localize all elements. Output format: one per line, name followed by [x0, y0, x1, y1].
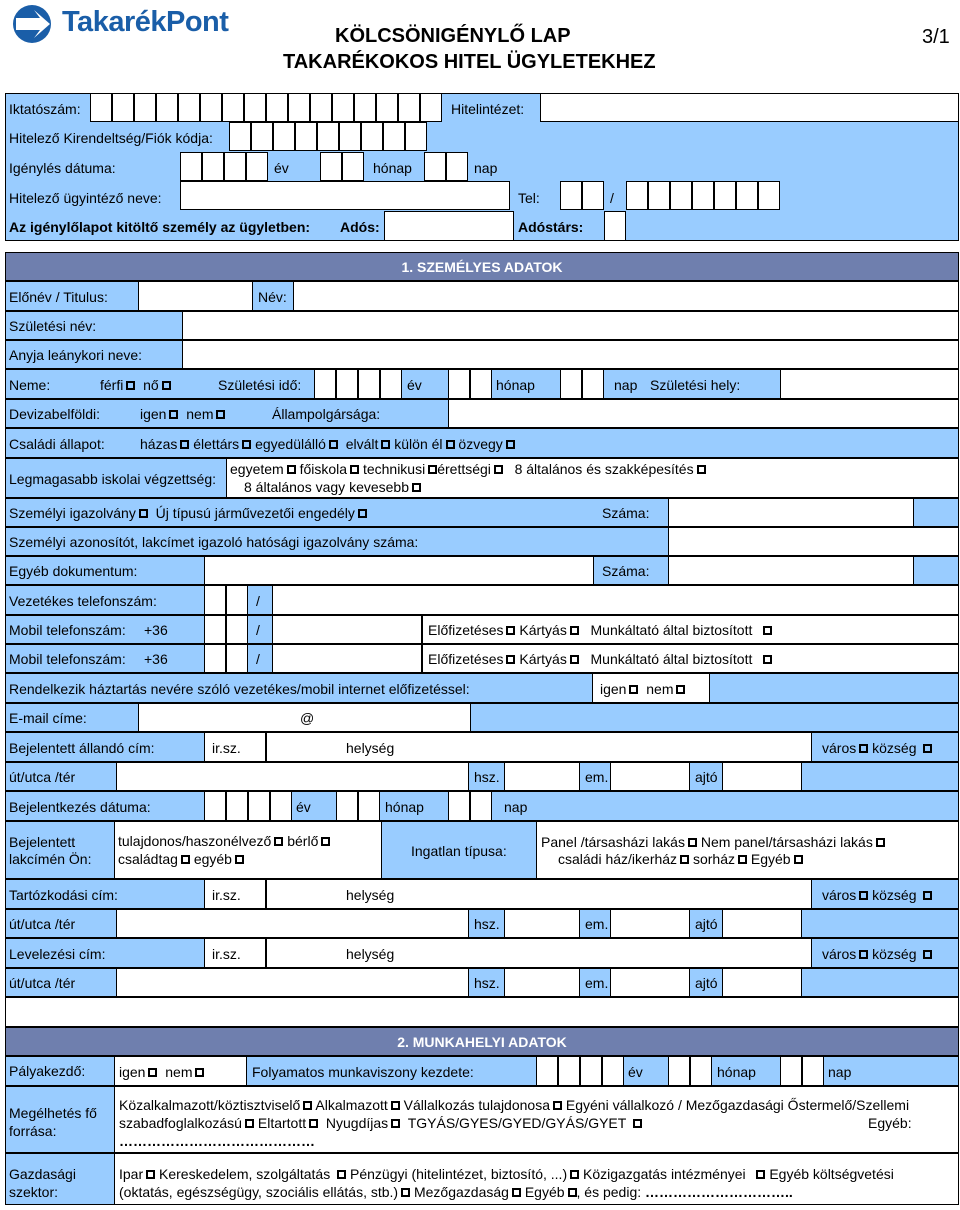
- megelhetes-label-2: forrása:: [9, 1123, 57, 1139]
- allampolgarsag-field[interactable]: [448, 399, 959, 428]
- palyakezdo-igen-checkbox[interactable]: [148, 1068, 157, 1077]
- mobil1-szam-field[interactable]: [272, 615, 422, 644]
- levelezesi-ajto-field[interactable]: [722, 968, 802, 997]
- nev-label: Név:: [258, 289, 287, 305]
- devizabelfoldi-label: Devizabelföldi:: [9, 406, 101, 422]
- ferfi-checkbox[interactable]: [126, 381, 135, 390]
- no-label: nő: [143, 377, 159, 393]
- ugyintezo-label: Hitelező ügyintéző neve:: [9, 190, 162, 206]
- section-2-title: 2. MUNKAHELYI ADATOK: [397, 1034, 567, 1050]
- folyamatos-label: Folyamatos munkaviszony kezdete:: [252, 1064, 474, 1080]
- internet-igen-checkbox[interactable]: [629, 685, 638, 694]
- levelezesi-hsz-label: hsz.: [474, 975, 500, 991]
- tartozkodasi-kozseg-label: község: [872, 887, 917, 903]
- alkalmazott-label: Alkalmazott: [315, 1097, 388, 1113]
- kulon-el-checkbox[interactable]: [446, 440, 455, 449]
- lakcimen-egyeb-label: egyéb: [193, 851, 232, 867]
- mezogazdasag-label: Mezőgazdaság: [413, 1184, 509, 1200]
- elvalt-label: elvált: [345, 436, 379, 452]
- palyakezdo-nem-label: nem: [165, 1064, 193, 1080]
- bejelentkezes-label: Bejelentkezés dátuma:: [9, 799, 151, 815]
- nyolc-keves-label: 8 általános vagy kevesebb: [244, 479, 409, 495]
- hazas-label: házas: [140, 436, 178, 452]
- mobil2-prefix: +36: [144, 651, 168, 667]
- levelezesi-label: Levelezési cím:: [9, 946, 106, 962]
- vallalkozas-checkbox[interactable]: [553, 1101, 562, 1110]
- levelezesi-hsz-field[interactable]: [504, 968, 580, 997]
- szem-ig-szama-field[interactable]: [668, 498, 914, 527]
- mobil1-label: Mobil telefonszám:: [9, 622, 126, 638]
- folyamatos-nap-label: nap: [828, 1064, 852, 1080]
- folyamatos-honap-label: hónap: [717, 1064, 756, 1080]
- megelhetes-line2: [119, 1115, 642, 1131]
- szul-honap-label: hónap: [496, 377, 535, 393]
- egyeb-dok-szama-field[interactable]: [668, 556, 914, 585]
- technikusi-checkbox[interactable]: [428, 465, 437, 474]
- form-title-line1: KÖLCSÖNIGÉNYLŐ LAP: [335, 25, 571, 47]
- gazdasagi-label-1: Gazdasági: [9, 1166, 76, 1182]
- foiskola-checkbox[interactable]: [350, 465, 359, 474]
- penzugyi-label: Pénzügyi (hitelintézet, biztosító, ...): [350, 1166, 568, 1182]
- hitelintezet-field[interactable]: [540, 93, 959, 122]
- allando-irsz-label: ir.sz.: [212, 740, 241, 756]
- ugyintezo-field[interactable]: [180, 181, 510, 210]
- allando-em-field[interactable]: [610, 762, 690, 791]
- adostars-field[interactable]: [604, 211, 626, 241]
- kereskedelem-checkbox[interactable]: [337, 1170, 346, 1179]
- kereskedelem-label: Kereskedelem, szolgáltatás: [159, 1166, 331, 1182]
- tel-slash: /: [610, 190, 614, 206]
- tartozkodasi-ajto-field[interactable]: [722, 909, 802, 938]
- tartozkodasi-utca-field[interactable]: [116, 909, 469, 938]
- deviza-nem-checkbox[interactable]: [216, 410, 225, 419]
- egyeb-dok-field[interactable]: [204, 556, 594, 585]
- erettsegi-checkbox[interactable]: [494, 465, 503, 474]
- igenyles-datuma-label: Igénylés dátuma:: [9, 160, 116, 176]
- palyakezdo-igen-label: igen: [119, 1064, 146, 1080]
- allando-hsz-field[interactable]: [504, 762, 580, 791]
- vallalkozas-label: Vállalkozás tulajdonosa: [403, 1097, 550, 1113]
- levelezesi-kozseg-label: község: [872, 946, 917, 962]
- folyamatos-ev-label: év: [628, 1064, 643, 1080]
- levelezesi-utca-label: út/utca /tér: [9, 975, 76, 991]
- szul-ev-label: év: [407, 377, 422, 393]
- levelezesi-varos-label: város: [822, 946, 857, 962]
- levelezesi-utca-field[interactable]: [116, 968, 469, 997]
- erettsegi-label: érettségi: [437, 461, 491, 477]
- tgyas-label: TGYÁS/GYES/GYED/GYÁS/GYET: [407, 1115, 627, 1131]
- ingatlan-egyeb-checkbox[interactable]: [794, 855, 803, 864]
- logo-globe-icon: [10, 4, 56, 44]
- nyolc-keves-checkbox[interactable]: [412, 483, 421, 492]
- tartozkodasi-tipus-options: [822, 887, 932, 903]
- section-1-header: [5, 252, 959, 281]
- iskolai-options-line2: [244, 479, 421, 495]
- mobil2-munkaltato-checkbox[interactable]: [763, 655, 772, 664]
- email-label: E-mail címe:: [9, 710, 87, 726]
- egyetem-checkbox[interactable]: [287, 465, 296, 474]
- iskolai-label: Legmagasabb iskolai végzettség:: [9, 471, 217, 487]
- technikusi-label: technikusi: [362, 461, 426, 477]
- mezogazdasag-checkbox[interactable]: [512, 1188, 521, 1197]
- elonev-label: Előnév / Titulus:: [9, 289, 108, 305]
- tgyas-checkbox[interactable]: [633, 1119, 642, 1128]
- allando-utca-field[interactable]: [116, 762, 469, 791]
- allando-varos-label: város: [822, 740, 857, 756]
- uj-jogsi-label: Új típusú járművezetői engedély: [155, 505, 355, 521]
- elvalt-checkbox[interactable]: [381, 440, 390, 449]
- egyeb-dok-label: Egyéb dokumentum:: [9, 563, 138, 579]
- form-title-line2: TAKARÉKOKOS HITEL ÜGYLETEKHEZ: [283, 51, 656, 73]
- nem-panel-checkbox[interactable]: [876, 838, 885, 847]
- alkalmazott-checkbox[interactable]: [391, 1101, 400, 1110]
- lakcimen-label-2: lakcímén Ön:: [9, 851, 92, 867]
- csaladi-haz-checkbox[interactable]: [680, 855, 689, 864]
- mobil2-szam-field[interactable]: [272, 644, 422, 673]
- tel-label: Tel:: [518, 190, 540, 206]
- levelezesi-irsz-label: ir.sz.: [212, 946, 241, 962]
- tartozkodasi-kozseg-checkbox[interactable]: [923, 891, 932, 900]
- sorhaz-checkbox[interactable]: [738, 855, 747, 864]
- lakcim-ig-label: Személyi azonosítót, lakcímet igazoló hatósági igazolvány száma:: [9, 534, 419, 550]
- egyeni-vallalkozo-label: Egyéni vállalkozó / Mezőgazdasági Őstermelő/Szellemi: [565, 1097, 910, 1113]
- email-at: @: [300, 710, 315, 726]
- levelezesi-tipus-options: [822, 946, 932, 962]
- csaladtag-checkbox[interactable]: [181, 855, 190, 864]
- allando-helyseg-label: helység: [346, 740, 395, 756]
- szul-nap-label: nap: [614, 377, 638, 393]
- levelezesi-varos-checkbox[interactable]: [859, 950, 868, 959]
- tartozkodasi-label: Tartózkodási cím:: [9, 887, 118, 903]
- mobil2-label: Mobil telefonszám:: [9, 651, 126, 667]
- section-2-header: [5, 1027, 959, 1056]
- no-checkbox[interactable]: [162, 381, 171, 390]
- ipar-checkbox[interactable]: [146, 1170, 155, 1179]
- gazdasagi-line2: [119, 1184, 793, 1200]
- levelezesi-em-field[interactable]: [610, 968, 690, 997]
- neme-label: Neme:: [9, 377, 51, 393]
- tartozkodasi-varos-label: város: [822, 887, 857, 903]
- panel-checkbox[interactable]: [688, 838, 697, 847]
- egyedulallo-checkbox[interactable]: [329, 440, 338, 449]
- szem-ig-options: [9, 505, 367, 521]
- ferfi-label: férfi: [100, 377, 124, 393]
- hitelintezet-label: Hitelintézet:: [451, 101, 525, 117]
- gazdasagi-line1: [119, 1166, 894, 1182]
- csaladtag-label: családtag: [118, 851, 178, 867]
- logo-text: TakarékPont: [62, 6, 229, 38]
- nyugdijas-checkbox[interactable]: [391, 1119, 400, 1128]
- elettars-checkbox[interactable]: [242, 440, 251, 449]
- lakcimen-options-line2: [118, 851, 244, 867]
- bejelentkezes-ev-label: év: [296, 799, 311, 815]
- kozigazgatas-checkbox[interactable]: [756, 1170, 765, 1179]
- oktatas-label: (oktatás, egészségügy, szociális ellátás, stb.): [119, 1184, 399, 1200]
- adostars-label: Adóstárs:: [518, 219, 584, 235]
- nev-field[interactable]: [293, 281, 959, 311]
- anyja-field[interactable]: [182, 340, 959, 369]
- foiskola-label: főiskola: [299, 461, 348, 477]
- kulon-el-label: külön él: [394, 436, 443, 452]
- nem-panel-label: Nem panel/társasházi lakás: [700, 834, 873, 850]
- deviza-igen-label: igen: [140, 406, 167, 422]
- devizabelfoldi-options: [140, 406, 225, 422]
- honap-label: hónap: [373, 160, 412, 176]
- penzugyi-checkbox[interactable]: [570, 1170, 579, 1179]
- szem-ig-label: Személyi igazolvány: [9, 505, 136, 521]
- megelhetes-label-1: Megélhetés fő: [9, 1105, 97, 1121]
- ingatlan-options-line2: [558, 851, 803, 867]
- megelhetes-egyeb-label: Egyéb:: [868, 1115, 912, 1131]
- levelezesi-em-label: em.: [585, 975, 609, 991]
- lakcimen-options-box: [114, 821, 382, 879]
- tartozkodasi-helyseg-label: helység: [346, 887, 395, 903]
- allando-tipus-options: [822, 740, 932, 756]
- lakcimen-options-line1: [118, 833, 330, 849]
- csaladi-haz-label: családi ház/ikerház: [558, 851, 678, 867]
- egyetem-label: egyetem: [230, 461, 284, 477]
- tartozkodasi-irsz-label: ir.sz.: [212, 887, 241, 903]
- levelezesi-helyseg-label: helység: [346, 946, 395, 962]
- kozigazgatas-label: Közigazgatás intézményei: [583, 1166, 746, 1182]
- lakcim-ig-field[interactable]: [668, 527, 959, 556]
- anyja-label: Anyja leánykori neve:: [9, 347, 143, 363]
- tartozkodasi-hsz-field[interactable]: [504, 909, 580, 938]
- levelezesi-ajto-label: ajtó: [695, 975, 718, 991]
- palyakezdo-nem-checkbox[interactable]: [195, 1068, 204, 1077]
- allando-utca-label: út/utca /tér: [9, 769, 76, 785]
- neme-options: [100, 377, 171, 393]
- section-2-spacer: [5, 997, 959, 1027]
- kozalkalmazott-checkbox[interactable]: [303, 1101, 312, 1110]
- allando-cim-label: Bejelentett állandó cím:: [9, 740, 155, 756]
- kitolto-label: Az igénylőlapot kitöltő személy az ügyletben:: [9, 219, 311, 235]
- panel-label: Panel /társasházi lakás: [541, 834, 685, 850]
- elonev-field[interactable]: [138, 281, 253, 311]
- nyolc-szakk-checkbox[interactable]: [697, 465, 706, 474]
- szuletesi-nev-label: Születési név:: [9, 318, 97, 334]
- tulajdonos-checkbox[interactable]: [274, 837, 283, 846]
- szem-ig-checkbox[interactable]: [139, 509, 148, 518]
- tartozkodasi-em-label: em.: [585, 916, 609, 932]
- allando-kozseg-checkbox[interactable]: [923, 744, 932, 753]
- mobil1-elofiz-checkbox[interactable]: [506, 626, 515, 635]
- gazdasagi-label-2: szektor:: [9, 1184, 59, 1200]
- ingatlan-egyeb-label: Egyéb: [750, 851, 791, 867]
- csaladi-allapot-label: Családi állapot:: [9, 436, 105, 452]
- tartozkodasi-em-field[interactable]: [610, 909, 690, 938]
- page-number: 3/1: [922, 26, 950, 48]
- eltartott-checkbox[interactable]: [309, 1119, 318, 1128]
- gazdasagi-egyeb-checkbox[interactable]: [568, 1188, 577, 1197]
- mobil1-options: [428, 622, 772, 638]
- nyugdijas-label: Nyugdíjas: [325, 1115, 389, 1131]
- mobil2-options: [428, 651, 772, 667]
- iskolai-options-line1: [230, 461, 706, 477]
- internet-label: Rendelkezik háztartás nevére szóló vezetékes/mobil internet előfizetéssel:: [9, 681, 470, 697]
- mobil1-slash: /: [256, 622, 260, 638]
- mobil1-kartyas-label: Kártyás: [519, 622, 567, 638]
- ingatlan-tipusa-label: Ingatlan típusa:: [411, 843, 507, 859]
- ozvegy-checkbox[interactable]: [506, 440, 515, 449]
- tartozkodasi-varos-checkbox[interactable]: [859, 891, 868, 900]
- es-pedig-label: , és pedig:: [576, 1184, 642, 1200]
- fiok-kod-label: Hitelező Kirendeltség/Fiók kódja:: [9, 130, 213, 146]
- ingatlan-options-line1: [541, 834, 885, 850]
- ozvegy-label: özvegy: [458, 436, 503, 452]
- megelhetes-line1: [119, 1097, 909, 1113]
- nap-label: nap: [474, 160, 498, 176]
- allando-varos-checkbox[interactable]: [859, 744, 868, 753]
- mobil1-kartyas-checkbox[interactable]: [570, 626, 579, 635]
- sorhaz-label: sorház: [692, 851, 735, 867]
- deviza-nem-label: nem: [186, 406, 214, 422]
- hazas-checkbox[interactable]: [180, 440, 189, 449]
- logo: [10, 4, 265, 44]
- berlo-label: bérlő: [287, 833, 319, 849]
- mobil1-prefix: +36: [144, 622, 168, 638]
- iktatoszam-label: Iktatószám:: [9, 101, 81, 117]
- szem-ig-szama-label: Száma:: [602, 505, 650, 521]
- mobil2-kartyas-label: Kártyás: [519, 651, 567, 667]
- tulajdonos-label: tulajdonos/haszonélvező: [118, 833, 272, 849]
- mobil2-slash: /: [256, 651, 260, 667]
- mobil2-elofiz-checkbox[interactable]: [506, 655, 515, 664]
- szuletesi-nev-field[interactable]: [182, 311, 959, 340]
- allando-kozseg-label: község: [872, 740, 917, 756]
- vezetekes-slash: /: [256, 593, 260, 609]
- levelezesi-kozseg-checkbox[interactable]: [923, 950, 932, 959]
- deviza-igen-checkbox[interactable]: [169, 410, 178, 419]
- egyeb-dok-szama-label: Száma:: [602, 563, 650, 579]
- palyakezdo-label: Pályakezdő:: [9, 1063, 86, 1079]
- elettars-label: élettárs: [193, 436, 240, 452]
- mobil1-munkaltato-checkbox[interactable]: [763, 626, 772, 635]
- bejelentkezes-honap-label: hónap: [385, 799, 424, 815]
- allando-ajto-field[interactable]: [722, 762, 802, 791]
- tartozkodasi-ajto-label: ajtó: [695, 916, 718, 932]
- berlo-checkbox[interactable]: [321, 837, 330, 846]
- palyakezdo-options: [119, 1064, 204, 1080]
- szul-hely-label: Születési hely:: [650, 377, 741, 393]
- bejelentkezes-nap-label: nap: [504, 799, 528, 815]
- vezetekes-szam-field[interactable]: [272, 585, 959, 615]
- tartozkodasi-hsz-label: hsz.: [474, 916, 500, 932]
- internet-nem-checkbox[interactable]: [676, 685, 685, 694]
- internet-options: [600, 681, 685, 697]
- ados-field[interactable]: [384, 211, 514, 241]
- lakcimen-label-1: Bejelentett: [9, 834, 76, 850]
- allampolgarsag-label: Állampolgársága:: [272, 406, 381, 422]
- mobil2-kartyas-checkbox[interactable]: [570, 655, 579, 664]
- internet-nem-label: nem: [646, 681, 674, 697]
- szul-hely-field[interactable]: [780, 369, 959, 399]
- gazdasagi-dots[interactable]: …………………………..: [645, 1184, 793, 1200]
- tartozkodasi-utca-label: út/utca /tér: [9, 916, 76, 932]
- allando-hsz-label: hsz.: [474, 769, 500, 785]
- lakcimen-egyeb-checkbox[interactable]: [235, 855, 244, 864]
- szabadfoglalkozasu-checkbox[interactable]: [245, 1119, 254, 1128]
- ipar-label: Ipar: [119, 1166, 144, 1182]
- csaladi-allapot-options: [140, 436, 515, 452]
- szabadfoglalkozasu-label: szabadfoglalkozású: [119, 1115, 242, 1131]
- gazdasagi-egyeb-label: Egyéb: [524, 1184, 565, 1200]
- oktatas-checkbox[interactable]: [401, 1188, 410, 1197]
- ingatlan-options-box: [536, 821, 959, 879]
- allando-ajto-label: ajtó: [695, 769, 718, 785]
- ev-label: év: [274, 160, 289, 176]
- internet-igen-label: igen: [600, 681, 627, 697]
- vezetekes-label: Vezetékes telefonszám:: [9, 593, 157, 609]
- uj-jogsi-checkbox[interactable]: [358, 509, 367, 518]
- szul-ido-label: Születési idő:: [218, 377, 302, 393]
- section-1-title: 1. SZEMÉLYES ADATOK: [401, 259, 563, 275]
- ados-label: Adós:: [340, 219, 380, 235]
- mobil2-munkaltato-label: Munkáltató által biztosított: [590, 651, 753, 667]
- kozalkalmazott-label: Közalkalmazott/köztisztviselő: [119, 1097, 301, 1113]
- egyedulallo-label: egyedülálló: [255, 436, 326, 452]
- mobil2-elofiz-label: Előfizetéses: [428, 651, 504, 667]
- eltartott-label: Eltartott: [257, 1115, 307, 1131]
- allando-em-label: em.: [585, 769, 609, 785]
- egyeb-koltsegvetesi-label: Egyéb költségvetési: [769, 1166, 894, 1182]
- mobil1-elofiz-label: Előfizetéses: [428, 622, 504, 638]
- megelhetes-dots[interactable]: ……………………………………: [119, 1133, 315, 1149]
- mobil1-munkaltato-label: Munkáltató által biztosított: [590, 622, 753, 638]
- nyolc-szakk-label: 8 általános és szakképesítés: [514, 461, 694, 477]
